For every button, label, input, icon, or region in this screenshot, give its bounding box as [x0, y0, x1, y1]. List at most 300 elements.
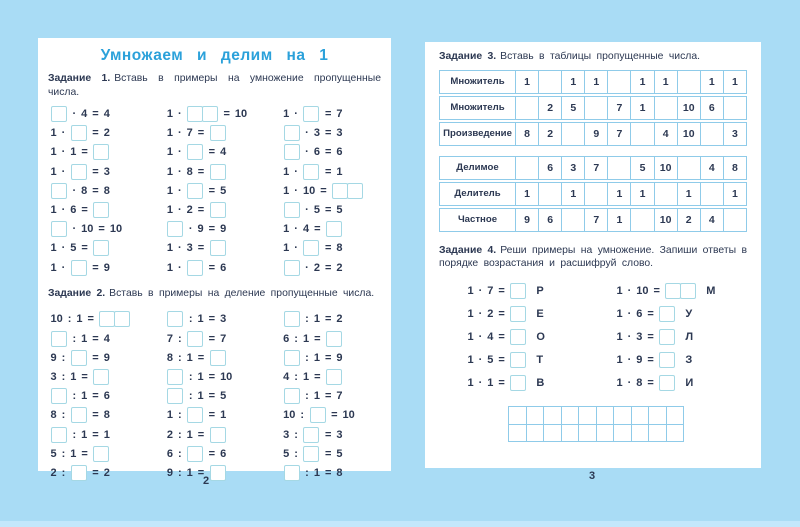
answer-box-cell[interactable] [284, 350, 300, 366]
answer-box-cell[interactable] [665, 283, 681, 299]
equation-token: · [72, 223, 77, 236]
grid-cell[interactable] [632, 425, 650, 443]
answer-box-cell[interactable] [93, 446, 109, 462]
equation [48, 444, 148, 463]
table-empty-cell[interactable] [655, 183, 678, 205]
equation-token: 7 [336, 108, 343, 121]
grid-cell[interactable] [614, 407, 632, 425]
equation-token: 1 [50, 261, 57, 274]
grid-cell[interactable] [579, 425, 597, 443]
equation-token: 1 [283, 165, 290, 178]
answer-box-cell[interactable] [51, 106, 67, 122]
table-empty-cell[interactable] [608, 157, 631, 179]
equation [48, 406, 148, 425]
answer-box[interactable] [510, 375, 526, 391]
answer-box[interactable] [51, 221, 67, 237]
equation [48, 310, 148, 329]
equation-token: 1 [467, 353, 474, 366]
answer-box-cell[interactable] [310, 407, 326, 423]
bottom-edge-strip [0, 521, 800, 527]
equation [164, 162, 264, 181]
equation-token: = [92, 332, 99, 345]
table-empty-cell[interactable] [701, 123, 724, 145]
answer-box[interactable] [332, 183, 363, 199]
equation-token: 6 [70, 204, 77, 216]
answer-box[interactable] [51, 183, 67, 199]
answer-box-cell[interactable] [93, 240, 109, 256]
answer-box-cell[interactable] [326, 221, 342, 237]
answer-box-cell[interactable] [71, 407, 87, 423]
equation-token: 7 [487, 284, 494, 297]
equation-token: 9 [50, 351, 57, 364]
cipher-letter: В [536, 376, 545, 389]
equation-token: · [177, 127, 182, 140]
answer-box[interactable] [187, 331, 203, 347]
answer-box-cell[interactable] [210, 427, 226, 443]
answer-box[interactable] [71, 350, 87, 366]
answer-box[interactable] [51, 388, 67, 404]
equation-token: · [627, 330, 632, 343]
table-value-cell: 1 [562, 183, 585, 205]
answer-box[interactable] [93, 369, 109, 385]
equation [281, 406, 381, 425]
answer-box[interactable] [326, 331, 342, 347]
equation-token: = [81, 371, 88, 384]
answer-box-cell[interactable] [510, 306, 526, 322]
equation [164, 367, 264, 386]
equation-token: 5 [220, 390, 227, 403]
answer-box-cell[interactable] [510, 283, 526, 299]
equation-token: = [208, 447, 216, 460]
answer-box[interactable] [210, 125, 226, 141]
table-empty-cell[interactable] [631, 123, 654, 145]
answer-box[interactable] [51, 331, 67, 347]
answer-box-cell[interactable] [167, 221, 183, 237]
answer-box[interactable] [71, 407, 87, 423]
equation-token: = [498, 353, 505, 366]
answer-box-cell[interactable] [187, 144, 203, 160]
table-row-label: Произведение [440, 123, 516, 145]
answer-box[interactable] [510, 329, 526, 345]
answer-box[interactable] [167, 311, 183, 327]
answer-box[interactable] [510, 306, 526, 322]
answer-box[interactable] [303, 106, 319, 122]
equation [164, 406, 264, 425]
equation-token: 10 [342, 409, 355, 422]
answer-box[interactable] [187, 446, 203, 462]
grid-cell[interactable] [562, 407, 580, 425]
answer-box-cell[interactable] [326, 369, 342, 385]
answer-box-cell[interactable] [210, 125, 226, 141]
answer-box[interactable] [51, 427, 67, 443]
table-row [439, 182, 747, 206]
equation-token: 1 [467, 307, 474, 320]
table-empty-cell[interactable] [562, 123, 585, 145]
answer-box[interactable] [303, 446, 319, 462]
task2-equations [48, 310, 381, 483]
equation-token: 5 [336, 204, 343, 216]
equation-token: 3 [186, 242, 193, 255]
division-table [439, 156, 747, 232]
table-value-cell: 1 [731, 75, 738, 88]
answer-box-cell[interactable] [284, 465, 300, 481]
equation [281, 143, 381, 162]
equation-token: 5 [313, 204, 320, 216]
table-value-cell: 7 [585, 157, 608, 179]
equation-token: : [177, 466, 182, 479]
task1-label: Задание 1. [48, 73, 111, 84]
grid-cell[interactable] [579, 407, 597, 425]
equation [48, 348, 148, 367]
answer-box-cell[interactable] [284, 202, 300, 218]
answer-box-cell[interactable] [71, 164, 87, 180]
equation-column [465, 279, 598, 394]
grid-cell[interactable] [597, 425, 615, 443]
equation-token: = [324, 351, 332, 364]
equation-token: = [324, 313, 332, 326]
equation-token: = [647, 307, 654, 320]
equation-token: · [177, 184, 182, 197]
equation-token: = [314, 332, 321, 345]
multiplication-table [439, 70, 747, 146]
answer-box-cell[interactable] [202, 106, 218, 122]
answer-box[interactable] [326, 369, 342, 385]
grid-cell[interactable] [544, 407, 562, 425]
equation-token: = [223, 108, 230, 121]
grid-cell[interactable] [614, 425, 632, 443]
equation-token: 6 [220, 261, 227, 274]
task1-equations [48, 104, 381, 277]
equation-token: · [478, 284, 483, 297]
equation-token: · [177, 108, 182, 121]
equation-token: : [294, 447, 298, 460]
answer-box-cell[interactable] [71, 125, 87, 141]
equation [164, 425, 264, 444]
answer-box-cell[interactable] [326, 331, 342, 347]
answer-box[interactable] [303, 164, 319, 180]
table-value-cell: 10 [655, 209, 678, 231]
grid-cell[interactable] [632, 407, 650, 425]
grid-cell[interactable] [667, 407, 685, 425]
grid-row [509, 425, 684, 443]
equation-token: = [314, 223, 321, 236]
answer-box-cell[interactable] [187, 106, 203, 122]
answer-box[interactable] [167, 369, 183, 385]
table-value-cell: 1 [516, 71, 539, 93]
equation-token: 1 [166, 108, 173, 121]
answer-box[interactable] [187, 183, 203, 199]
table-value-cell: 1 [608, 209, 631, 231]
equation-token: · [72, 184, 77, 197]
answer-box[interactable] [284, 311, 300, 327]
answer-box-cell[interactable] [303, 446, 319, 462]
equation-token: : [177, 447, 182, 460]
answer-box[interactable] [303, 240, 319, 256]
table-empty-cell[interactable] [701, 183, 724, 205]
equation-token: 3 [283, 428, 290, 441]
answer-box[interactable] [187, 407, 203, 423]
grid-cell[interactable] [509, 407, 527, 425]
table-empty-cell[interactable] [678, 71, 701, 93]
grid-cell[interactable] [562, 425, 580, 443]
answer-box[interactable] [303, 427, 319, 443]
answer-box-cell[interactable] [167, 311, 183, 327]
answer-box[interactable] [187, 106, 218, 122]
answer-box-cell[interactable] [210, 240, 226, 256]
answer-box[interactable] [99, 311, 130, 327]
answer-box[interactable] [659, 329, 675, 345]
equation-token: 2 [50, 466, 57, 479]
equation-token: 10 [50, 313, 63, 326]
answer-box[interactable] [210, 164, 226, 180]
equation-column [265, 310, 381, 483]
answer-box[interactable] [71, 125, 87, 141]
answer-box-cell[interactable] [680, 283, 696, 299]
equation-token: 1 [81, 428, 88, 441]
answer-box-cell[interactable] [187, 331, 203, 347]
answer-box[interactable] [510, 283, 526, 299]
equation-token: 4 [283, 371, 290, 384]
table-value-cell: 1 [562, 71, 585, 93]
equation-token: = [324, 447, 332, 460]
answer-box-cell[interactable] [93, 369, 109, 385]
answer-box[interactable] [51, 106, 67, 122]
table-value-cell: 3 [731, 127, 738, 140]
answer-box[interactable] [93, 144, 109, 160]
answer-box-cell[interactable] [187, 446, 203, 462]
answer-box-cell[interactable] [659, 375, 675, 391]
answer-box-cell[interactable] [51, 331, 67, 347]
answer-box[interactable] [210, 427, 226, 443]
equation-token: · [72, 108, 77, 121]
answer-box-cell[interactable] [303, 427, 319, 443]
answer-box[interactable] [210, 202, 226, 218]
answer-box-cell[interactable] [93, 144, 109, 160]
answer-box-cell[interactable] [187, 260, 203, 276]
answer-box-cell[interactable] [659, 352, 675, 368]
answer-box[interactable] [284, 125, 300, 141]
answer-box-cell[interactable] [510, 375, 526, 391]
answer-box[interactable] [93, 240, 109, 256]
answer-box[interactable] [310, 407, 326, 423]
answer-box[interactable] [71, 260, 87, 276]
answer-box-cell[interactable] [303, 106, 319, 122]
answer-box-cell[interactable] [51, 388, 67, 404]
answer-box-cell[interactable] [210, 164, 226, 180]
equation-token: 6 [103, 390, 110, 403]
equation-token: · [294, 165, 298, 178]
equation-token: = [98, 223, 105, 236]
answer-box[interactable] [284, 388, 300, 404]
answer-box-cell[interactable] [284, 311, 300, 327]
table-value-cell: 8 [516, 123, 539, 145]
equation-token: 1 [283, 108, 290, 121]
answer-box-cell[interactable] [99, 311, 115, 327]
equation-token: 1 [166, 261, 173, 274]
answer-box-cell[interactable] [210, 465, 226, 481]
equation-token: 10 [302, 184, 316, 197]
grid-cell[interactable] [544, 425, 562, 443]
table-empty-cell[interactable] [724, 209, 746, 231]
answer-box[interactable] [167, 388, 183, 404]
table-empty-cell[interactable] [608, 71, 631, 93]
grid-cell[interactable] [509, 425, 527, 443]
grid-cell[interactable] [597, 407, 615, 425]
equation-token: 3 [336, 127, 343, 140]
grid-cell[interactable] [667, 425, 685, 443]
answer-box[interactable] [284, 465, 300, 481]
table-empty-cell[interactable] [724, 97, 746, 119]
equation-token: = [324, 127, 332, 140]
table-empty-cell[interactable] [631, 209, 654, 231]
table-empty-cell[interactable] [655, 97, 678, 119]
equation [164, 220, 264, 239]
answer-box-cell[interactable] [71, 260, 87, 276]
answer-box[interactable] [71, 164, 87, 180]
table-empty-cell[interactable] [516, 97, 539, 119]
answer-box-cell[interactable] [284, 144, 300, 160]
answer-box-cell[interactable] [210, 202, 226, 218]
answer-box-cell[interactable] [659, 306, 675, 322]
answer-box-cell[interactable] [51, 221, 67, 237]
answer-box-cell[interactable] [93, 202, 109, 218]
equation [465, 279, 598, 302]
equation-token: · [177, 204, 182, 216]
answer-box-cell[interactable] [303, 240, 319, 256]
equation-token: · [305, 204, 309, 216]
equation-token: 1 [166, 184, 173, 197]
answer-box[interactable] [284, 350, 300, 366]
answer-box-cell[interactable] [332, 183, 348, 199]
table-value-cell: 4 [701, 157, 724, 179]
task4-equations [439, 279, 747, 394]
equation-token: : [188, 371, 193, 384]
answer-box-cell[interactable] [510, 352, 526, 368]
equation-token: 1 [166, 127, 173, 140]
equation [281, 329, 381, 348]
table-row-label: Множитель [440, 97, 516, 119]
answer-box-cell[interactable] [114, 311, 130, 327]
table-row-label: Множитель [440, 71, 516, 93]
equation-token: : [300, 409, 305, 422]
answer-box[interactable] [510, 352, 526, 368]
equation-token: 1 [616, 353, 623, 366]
answer-box-cell[interactable] [284, 125, 300, 141]
equation-token: · [61, 127, 66, 140]
answer-box-cell[interactable] [187, 183, 203, 199]
answer-box[interactable] [284, 260, 300, 276]
answer-box-cell[interactable] [51, 427, 67, 443]
answer-box[interactable] [187, 144, 203, 160]
table-value-cell: 5 [562, 97, 585, 119]
grid-cell[interactable] [527, 425, 545, 443]
equation [465, 348, 598, 371]
answer-box-cell[interactable] [71, 465, 87, 481]
equation-token: · [294, 242, 298, 255]
answer-box[interactable] [187, 260, 203, 276]
equation-token: 9 [197, 223, 204, 236]
equation-token: 10 [81, 223, 94, 236]
equation-token: : [61, 371, 66, 384]
table-empty-cell[interactable] [562, 209, 585, 231]
grid-cell[interactable] [527, 407, 545, 425]
answer-box[interactable] [284, 144, 300, 160]
equation-token: 1 [197, 390, 204, 403]
table-empty-cell[interactable] [516, 157, 539, 179]
answer-box[interactable] [326, 221, 342, 237]
answer-box-cell[interactable] [347, 183, 363, 199]
answer-box-cell[interactable] [659, 329, 675, 345]
answer-box-cell[interactable] [187, 407, 203, 423]
equation-token: : [61, 466, 66, 479]
table-empty-cell[interactable] [539, 183, 562, 205]
answer-box[interactable] [210, 240, 226, 256]
equation-token: 8 [636, 376, 643, 389]
answer-box[interactable] [93, 202, 109, 218]
answer-box[interactable] [659, 375, 675, 391]
table-value-cell: 9 [516, 209, 539, 231]
equation [48, 463, 148, 482]
answer-box[interactable] [210, 350, 226, 366]
equation-column [48, 104, 148, 277]
equation [48, 239, 148, 258]
table-empty-cell[interactable] [678, 157, 701, 179]
answer-box-cell[interactable] [210, 350, 226, 366]
equation-token: 3 [313, 127, 320, 140]
grid-cell[interactable] [649, 407, 667, 425]
answer-box[interactable] [71, 465, 87, 481]
equation-token: = [197, 428, 205, 441]
equation-token: 2 [336, 261, 343, 274]
answer-box[interactable] [93, 446, 109, 462]
answer-box-cell[interactable] [284, 388, 300, 404]
equation-token: · [294, 108, 298, 121]
answer-box[interactable] [210, 465, 226, 481]
task3-text: Вставь в таблицы пропущенные числа. [500, 51, 700, 62]
answer-box-cell[interactable] [284, 260, 300, 276]
answer-box-cell[interactable] [303, 164, 319, 180]
answer-box[interactable] [659, 306, 675, 322]
table-value-cell: 10 [678, 97, 701, 119]
equation-token: 9 [103, 351, 110, 364]
equation-token: 2 [487, 307, 494, 320]
equation-token: 1 [70, 146, 77, 159]
answer-box[interactable] [167, 221, 183, 237]
equation [164, 181, 264, 200]
table-empty-cell[interactable] [585, 183, 608, 205]
answer-box-cell[interactable] [510, 329, 526, 345]
equation-token: 1 [103, 428, 110, 441]
equation [164, 310, 264, 329]
answer-box[interactable] [659, 352, 675, 368]
answer-box-cell[interactable] [51, 183, 67, 199]
equation-token: : [61, 447, 66, 460]
answer-box-cell[interactable] [71, 350, 87, 366]
answer-box-cell[interactable] [167, 388, 183, 404]
grid-cell[interactable] [649, 425, 667, 443]
equation-token: = [498, 307, 505, 320]
answer-box-cell[interactable] [167, 369, 183, 385]
equation-token: 1 [220, 409, 227, 422]
equation-token: 1 [283, 184, 290, 197]
answer-box[interactable] [665, 283, 696, 299]
answer-box[interactable] [284, 202, 300, 218]
table-empty-cell[interactable] [539, 71, 562, 93]
equation-token: 1 [81, 332, 88, 345]
table-empty-cell[interactable] [585, 97, 608, 119]
equation [164, 104, 264, 123]
table-value-cell: 1 [655, 71, 678, 93]
